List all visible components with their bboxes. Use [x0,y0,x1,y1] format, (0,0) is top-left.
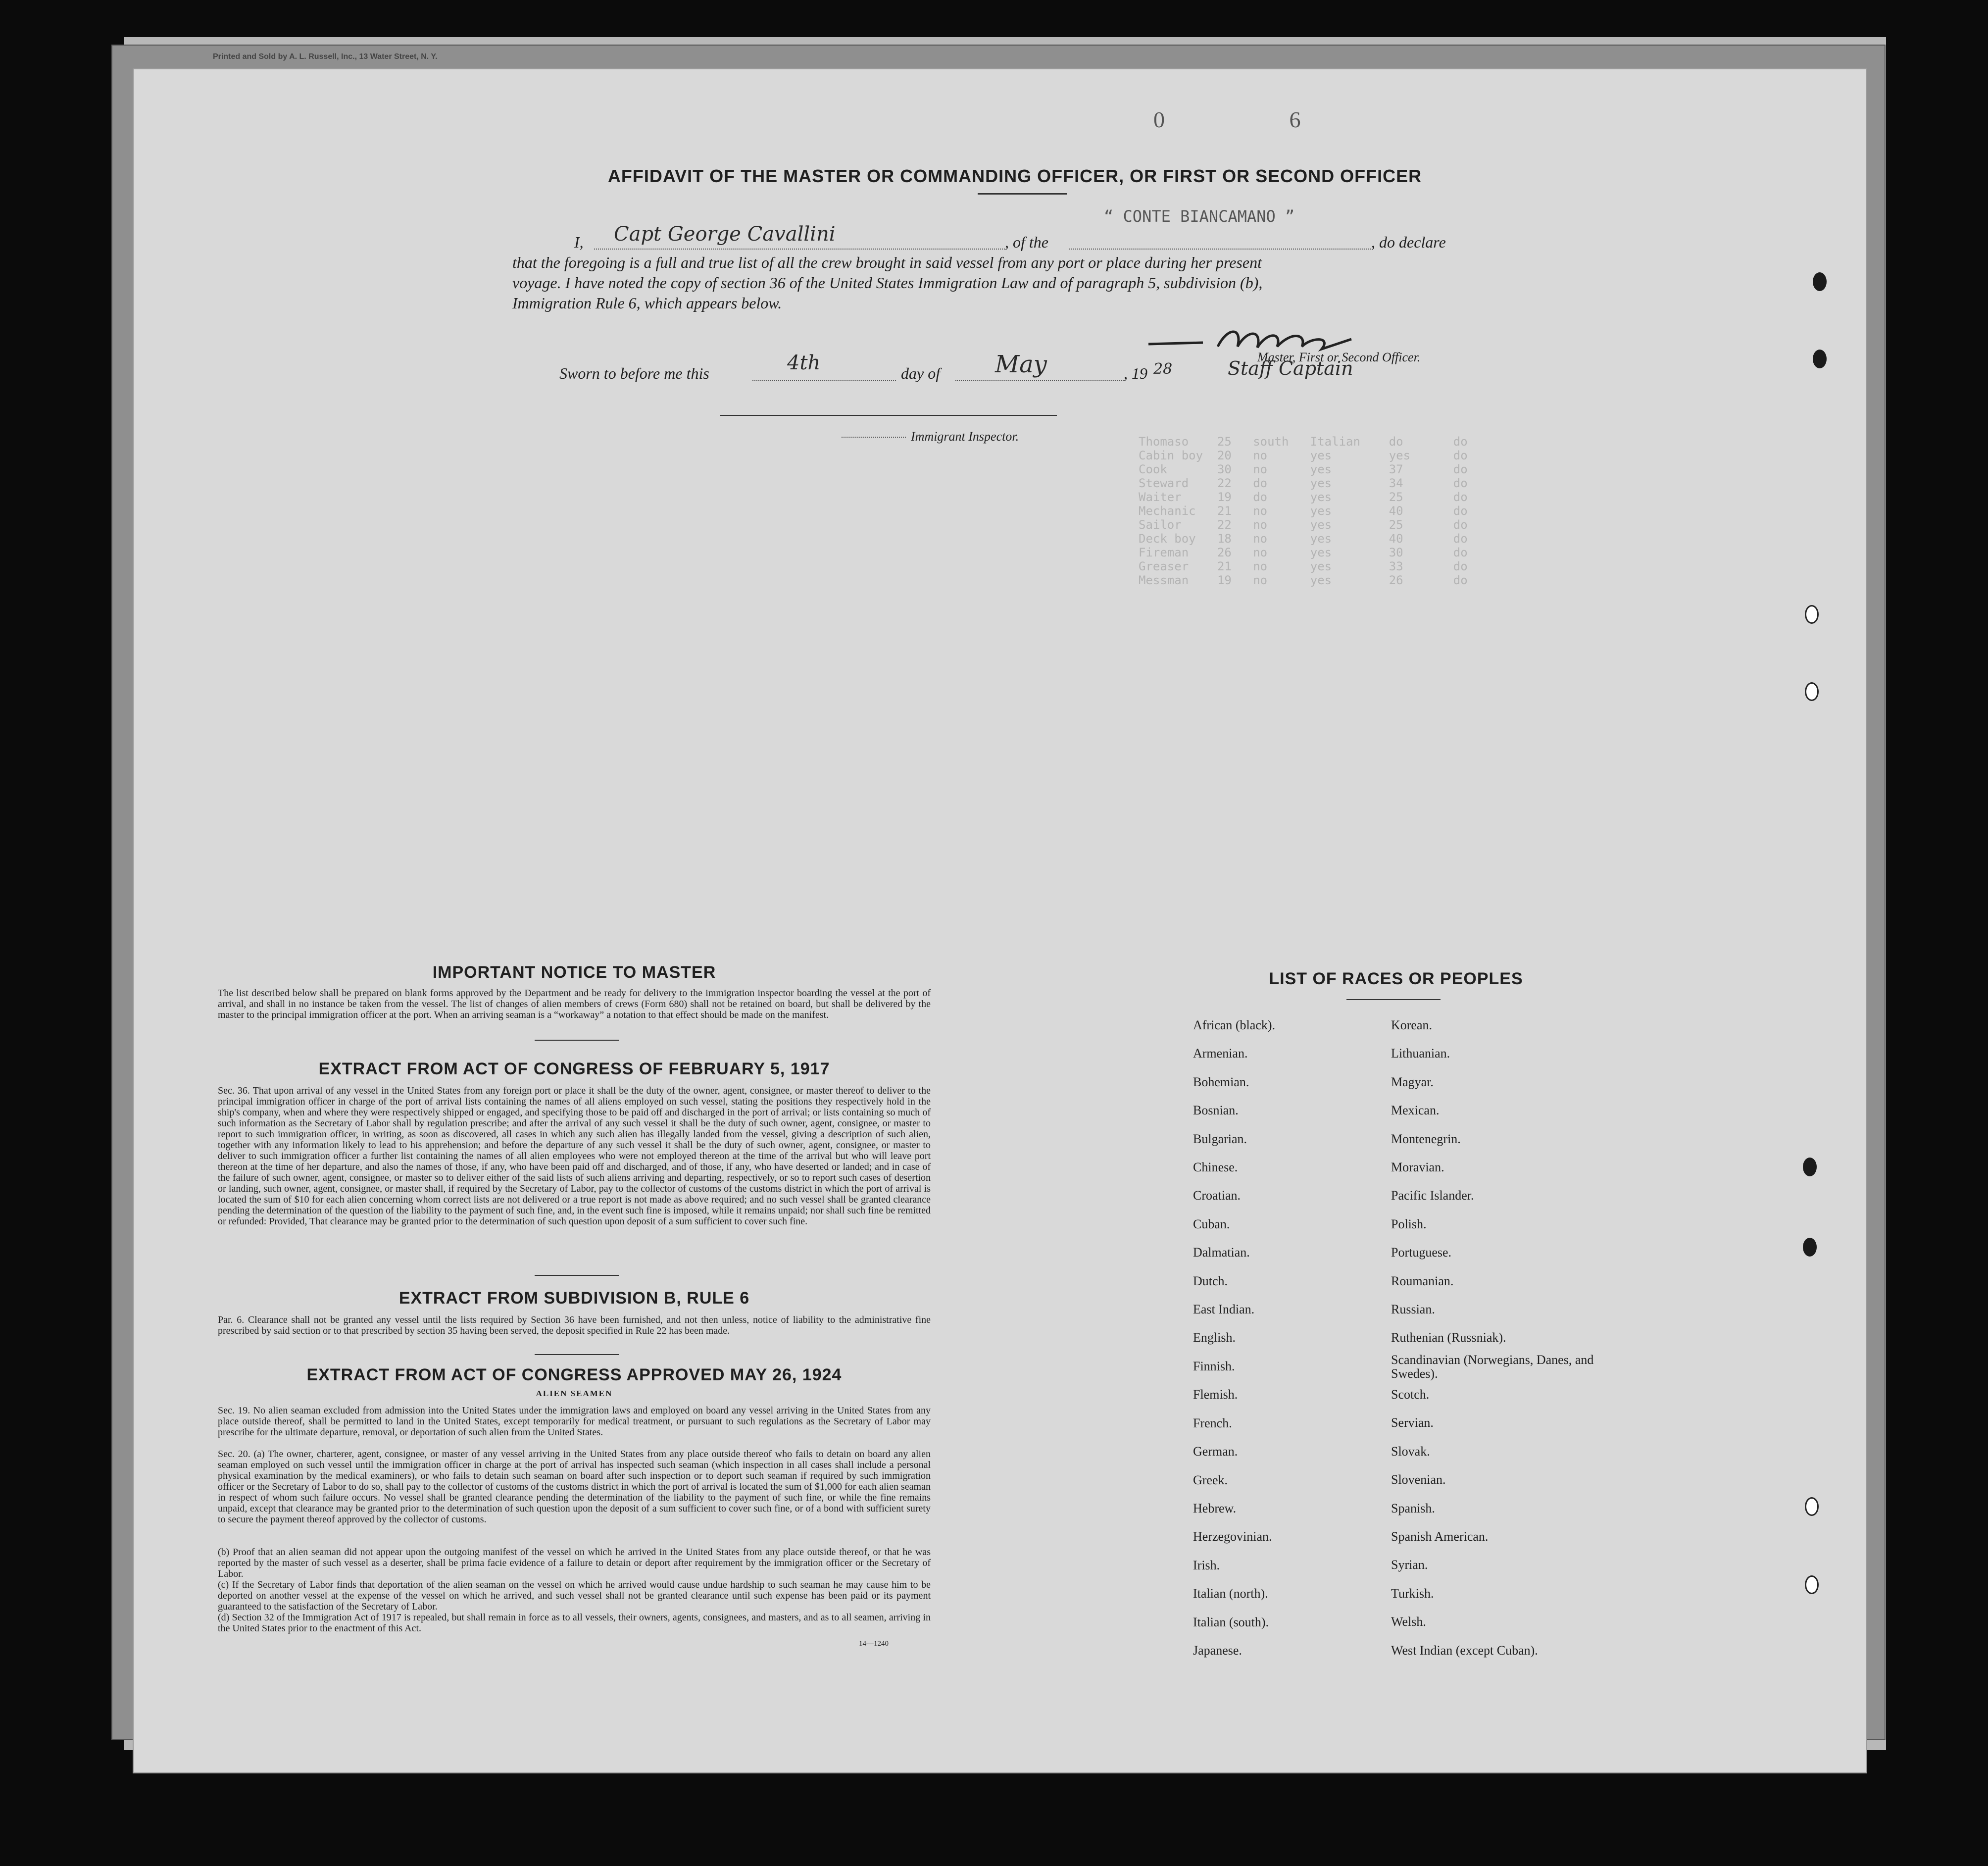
binder-hole [1813,350,1827,368]
sworn-month: May [995,351,1047,378]
race-item: Scandinavian (Norwegians, Danes, and Swedes). [1391,1352,1594,1381]
race-item: Flemish. [1193,1387,1238,1402]
race-item: Syrian. [1391,1558,1428,1572]
extract-1924-sec20c: (c) If the Secretary of Labor finds that deportation of the alien seaman on the vessel on which he arrived would cause undue hardship to such seaman he may cause him to be deported on another vessel at the expense of the vessel on which he arrived, and such vessel shall not be granted clearance until such expense has been paid or its payment guaranteed to the satisfaction of the Secretary of Labor. [218,1579,931,1612]
race-item: Italian (south). [1193,1614,1269,1629]
inspector-label: Immigrant Inspector. [911,429,1019,444]
binder-hole [1803,1238,1817,1257]
race-item: Hebrew. [1193,1501,1237,1515]
race-item: East Indian. [1193,1302,1255,1317]
race-item: West Indian (except Cuban). [1391,1643,1538,1658]
binder-hole [1805,682,1819,701]
race-item: Welsh. [1391,1614,1426,1629]
race-item: Portuguese. [1391,1245,1452,1260]
extract-rule6-title: EXTRACT FROM SUBDIVISION B, RULE 6 [398,1289,750,1308]
affidavit-intro: I, [574,233,584,251]
race-item: Slovak. [1391,1444,1430,1459]
race-item: French. [1193,1415,1232,1430]
race-item: African (black). [1193,1018,1276,1032]
race-item: Magyar. [1391,1074,1434,1089]
race-item: Polish. [1391,1216,1427,1231]
races-title: LIST OF RACES OR PEOPLES [1269,969,1523,988]
race-item: Roumanian. [1391,1273,1454,1288]
extract-1924-sec20b: (b) Proof that an alien seaman did not appear upon the outgoing manifest of the vessel on which he arrived in the United States from any place outside thereof, or that he was reported by the master of such vessel as a deserter, shall be prima facie evidence of a failure to detain or deport after requirement by the immigration officer or the Secretary of Labor. [218,1547,931,1579]
title-rule [978,193,1067,195]
race-item: Russian. [1391,1302,1435,1317]
sworn-year: 28 [1153,360,1173,378]
vessel-name: “ CONTE BIANCAMANO ” [1104,207,1295,226]
notice-text: The list described below shall be prepared on blank forms approved by the Department and be ready for delivery to the immigration inspector boarding the vessel at the port of arrival, and shall in no instance be taken from the vessel. The list of changes of alien members of crews (Form 680) shall not be retained on board, but shall be delivered by the master to the principal immigration officer at the port. When an arriving seaman is a “workaway” a notation to that effect should be made on the manifest. [218,988,931,1020]
race-item: Spanish. [1391,1501,1435,1515]
race-item: Bulgarian. [1193,1131,1247,1146]
race-item: Chinese. [1193,1160,1238,1175]
affidavit-line-2: that the foregoing is a full and true list of all the crew brought in said vessel from any port or place during her present [512,253,1262,271]
race-item: Italian (north). [1193,1586,1268,1601]
race-item: Bohemian. [1193,1074,1249,1089]
race-item: Lithuanian. [1391,1046,1450,1061]
page-number: 0 6 [1153,107,1360,132]
races-left-column [1193,1011,1381,1664]
inspector-signature-line [842,424,906,438]
race-item: Servian. [1391,1415,1434,1430]
day-field-line [752,360,896,381]
races-rule [1346,999,1441,1000]
race-item: Finnish. [1193,1359,1235,1373]
binder-hole [1805,1575,1819,1594]
race-item: Cuban. [1193,1216,1230,1231]
notice-rule [535,1040,619,1041]
extract-1924-sec20a: Sec. 20. (a) The owner, charterer, agent, consignee, or master of any vessel arriving in the United States from any place outside thereof who fails to detain on board any alien seaman employed on such vessel until the immigration officer in charge at the port of arrival has inspected such seaman (which inspection in all cases shall include a personal physical examination by the medical examiners), or who fails to detain such seaman on board after such inspection or to deport such seaman if required by such immigration officer or the Secretary of Labor to do so, shall pay to the collector of customs of the customs district in which the port of arrival is located the sum of $1,000 for each alien seaman in respect of whom such failure occurs. No vessel shall be granted clearance pending the determination of the liability to the payment of such fine, or while the fine remains unpaid, except that clearance may be granted prior to the determination of such question upon the deposit of a sum sufficient to cover such fine, or of a bond with sufficient surety to secure the payment thereof approved by the collector of customs. [218,1449,931,1525]
affidavit-title: AFFIDAVIT OF THE MASTER OR COMMANDING OFFICER, OR FIRST OR SECOND OFFICER [607,166,1422,186]
of-the-label: , of the [1005,233,1048,251]
binder-hole [1805,605,1819,624]
extract-1924-sec19: Sec. 19. No alien seaman excluded from admission into the United States under the immigration laws and employed on board any vessel arriving in the United States from any place outside thereof, shall be permitted to land in the United States, except temporarily for medical treatment, or pursuant to such regulations as the Secretary of Labor may prescribe for the ultimate departure, removal, or deportation of such alien from the United States. [218,1405,931,1438]
form-number: 14—1240 [859,1640,889,1648]
race-item: Spanish American. [1391,1529,1489,1544]
race-item: Pacific Islander. [1391,1188,1474,1203]
binder-hole [1805,1497,1819,1516]
extract-1917-text: Sec. 36. That upon arrival of any vessel in the United States from any foreign port or place it shall be the duty of the owner, agent, consignee, or master thereof to deliver to the principal immigration officer in charge of the port of arrival lists containing the names of all aliens employed on such vessel, stating the positions they respectively hold in the ship's company, when and where they were respectively shipped or engaged, and specifying those to be paid off and discharged in the port of arrival; or lists containing so much of such information as the Secretary of Labor shall by regulation prescribe; and after the arrival of any such vessel it shall be the duty of such owner, agent, consignee, or master to report to such immigration officer, in writing, as soon as discovered, all cases in which any such alien has illegally landed from the vessel, giving a description of such alien, together with any information likely to lead to his apprehension; and before the departure of any such vessel it shall be the duty of such owner, agent, consignee, or master to deliver to such immigration officer a further list containing the names of all alien employees who were not employed thereon at the time of the arrival but who will leave port thereon at the time of her departure, and also the names of those, if any, who have been paid off and discharged, and of those, if any, who have deserted or landed; and in case of the failure of such owner, agent, consignee, or master so to deliver either of the said lists of such aliens arriving and departing, respectively, or so to report such cases of desertion or landing, such owner, agent, consignee, or master shall, if required by the Secretary of Labor, pay to the collector of customs of the customs district in which the port of arrival is located the sum of $10 for each alien concerning whom correct lists are not delivered or a true report is not made as above required; and no such vessel shall be granted clearance pending the determination of the question of the liability to the payment of such fine, and, in the event such fine is imposed, while it remains unpaid; nor shall such fine be remitted or refunded: Provided, That clearance may be granted prior to the determination of such question upon deposit of a sum sufficient to cover such fine. [218,1085,931,1227]
do-declare-label: , do declare [1371,233,1446,251]
year-prefix: , 19 [1124,364,1147,382]
extract-rule6-rule [535,1354,619,1355]
sworn-label: Sworn to before me this [559,364,709,382]
extract-1924-subtitle: ALIEN SEAMEN [536,1389,613,1398]
races-right-column [1391,1011,1599,1664]
binder-hole [1803,1158,1817,1176]
vessel-field-line [1069,229,1371,250]
notice-title: IMPORTANT NOTICE TO MASTER [432,963,716,982]
race-item: Korean. [1391,1018,1433,1032]
race-item: Greek. [1193,1472,1228,1487]
race-item: Slovenian. [1391,1472,1446,1487]
race-item: German. [1193,1444,1238,1459]
affidavit-line-4: Immigration Rule 6, which appears below. [512,294,782,312]
race-item: Mexican. [1391,1103,1440,1118]
race-item: Armenian. [1193,1046,1248,1061]
binder-hole [1813,272,1827,291]
race-item: Bosnian. [1193,1103,1239,1118]
race-item: Ruthenian (Russniak). [1391,1330,1506,1345]
race-item: Dalmatian. [1193,1245,1250,1260]
extract-1924-title: EXTRACT FROM ACT OF CONGRESS APPROVED MAY 26, 1924 [306,1365,842,1384]
race-item: Moravian. [1391,1160,1444,1175]
extract-1917-title: EXTRACT FROM ACT OF CONGRESS OF FEBRUARY 5, 1917 [318,1059,830,1078]
extract-rule6-text: Par. 6. Clearance shall not be granted any vessel until the lists required by Section 36 have been furnished, and not then unless, notice of liability to the administrative fine prescribed by said section or to that prescribed by section 35 having been served, the deposit specified in Rule 22 has been made. [218,1314,931,1336]
race-item: Irish. [1193,1558,1220,1572]
affidavit-line-3: voyage. I have noted the copy of section 36 of the United States Immigration Law and of paragraph 5, subdivision (b), [512,274,1263,292]
race-item: Dutch. [1193,1273,1228,1288]
race-item: Turkish. [1391,1586,1434,1601]
race-item: Montenegrin. [1391,1131,1461,1146]
day-of-label: day of [901,364,941,382]
extract-1924-sec20d: (d) Section 32 of the Immigration Act of 1917 is repealed, but shall remain in force as to all vessels, their owners, agents, consignees, and masters, and as to all seamen, arriving in the United States prior to the enactment of this Act. [218,1612,931,1634]
staff-captain-note: Staff Captain [1228,357,1353,379]
race-item: Japanese. [1193,1643,1242,1658]
master-name-handwritten: Capt George Cavallini [614,223,836,246]
sworn-day: 4th [787,352,821,374]
printer-line: Printed and Sold by A. L. Russell, Inc., 13 Water Street, N. Y. [213,52,438,61]
inspector-rule [720,415,1057,416]
race-item: English. [1193,1330,1236,1345]
master-officer-label: Master, First or Second Officer. [1257,350,1421,364]
race-item: Herzegovinian. [1193,1529,1272,1544]
extract-1917-rule [535,1275,619,1276]
race-item: Croatian. [1193,1188,1241,1203]
bleed-through-rows: Thomaso 25 south Italian do do Cabin boy 20 no yes yes do Cook 30 no yes 37 do Steward 22 do yes 34 do Waiter 19 do yes 25 do Mechanic 21 no yes 40 do Sailor 22 no yes 25 do Deck boy 18 no yes 40 do Fireman 26 no yes 30 do Greaser 21 no yes 33 do Messman 19 no yes 26 do [1139,435,1468,587]
race-item: Scotch. [1391,1387,1430,1402]
